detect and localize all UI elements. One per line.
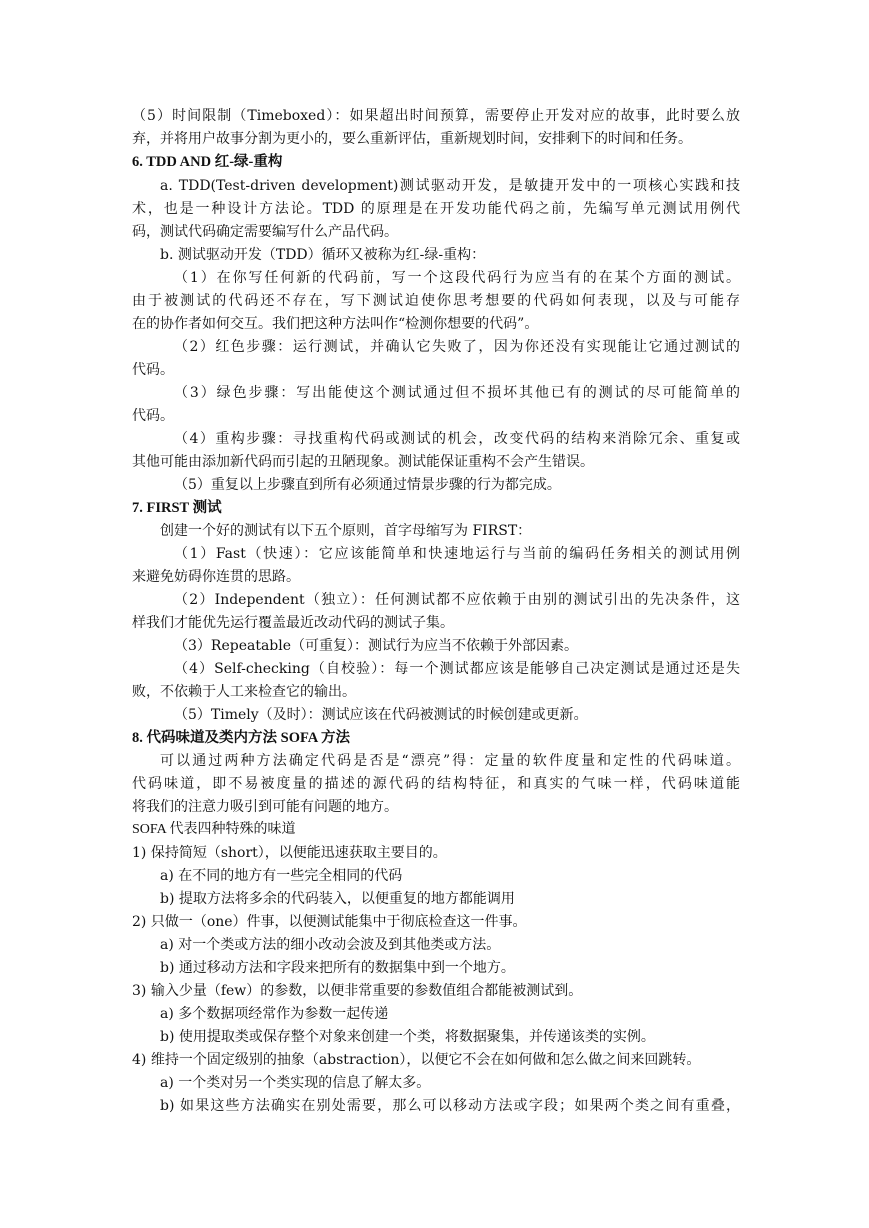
sofa-item-4b: b) 如果这些方法确实在别处需要，那么可以移动方法或字段；如果两个类之间有重叠， bbox=[160, 1098, 740, 1114]
para-independent-line2: 样我们才能优先运行覆盖最近改动代码的测试子集。 bbox=[132, 615, 454, 631]
para-fast-line1: （1）Fast（快速）：它应该能简单和快速地运行与当前的编码任务相关的测试用例 bbox=[174, 546, 740, 562]
para-selfcheck-line2: 败，不依赖于人工来检查它的输出。 bbox=[132, 684, 356, 700]
para-step4-line2: 其他可能由添加新代码而引起的丑陋现象。测试能保证重构不会产生错误。 bbox=[132, 454, 594, 470]
para-timeboxed-line1: （5）时间限制（Timeboxed）：如果超出时间预算，需要停止开发对应的故事，此时要么放 bbox=[132, 108, 740, 124]
para-step3-line1: （3）绿色步骤：写出能使这个测试通过但不损坏其他已有的测试的尽可能简单的 bbox=[174, 385, 740, 401]
para-repeatable: （3）Repeatable（可重复）：测试行为应当不依赖于外部因素。 bbox=[174, 638, 579, 654]
sofa-item-1b: b) 提取方法将多余的代码装入，以便重复的地方都能调用 bbox=[160, 891, 515, 907]
heading-tdd: 6. TDD AND 红-绿-重构 bbox=[132, 154, 283, 170]
para-step1-line1: （1）在你写任何新的代码前，写一个这段代码行为应当有的在某个方面的测试。 bbox=[174, 270, 740, 286]
para-smell-line3: 将我们的注意力吸引到可能有问题的地方。 bbox=[132, 799, 398, 815]
para-smell-line2: 代码味道，即不易被度量的描述的源代码的结构特征，和真实的气味一样，代码味道能 bbox=[132, 776, 740, 792]
para-timeboxed-line2: 弃，并将用户故事分割为更小的，要么重新评估，重新规划时间，安排剩下的时间和任务。 bbox=[132, 131, 692, 147]
sofa-item-3b: b) 使用提取类或保存整个对象来创建一个类，将数据聚集，并传递该类的实例。 bbox=[160, 1029, 655, 1045]
heading-first: 7. FIRST 测试 bbox=[132, 500, 222, 516]
para-step2-line2: 代码。 bbox=[132, 362, 174, 378]
para-tdd-b: b. 测试驱动开发（TDD）循环又被称为红-绿-重构： bbox=[160, 247, 486, 263]
para-smell-line1: 可以通过两种方法确定代码是否是“漂亮”得：定量的软件度量和定性的代码味道。 bbox=[160, 753, 740, 769]
sofa-item-4a: a) 一个类对另一个类实现的信息了解太多。 bbox=[160, 1075, 431, 1091]
para-step2-line1: （2）红色步骤：运行测试，并确认它失败了，因为你还没有实现能让它通过测试的 bbox=[174, 339, 740, 355]
sofa-intro: SOFA 代表四种特殊的味道 bbox=[132, 822, 296, 837]
para-step5: （5）重复以上步骤直到所有必须通过情景步骤的行为都完成。 bbox=[174, 477, 561, 493]
sofa-item-3: 3) 输入少量（few）的参数，以便非常重要的参数值组合都能被测试到。 bbox=[132, 983, 583, 999]
sofa-item-2: 2) 只做一（one）件事，以便测试能集中于彻底检查这一件事。 bbox=[132, 914, 527, 930]
sofa-item-3a: a) 多个数据项经常作为参数一起传递 bbox=[160, 1006, 389, 1022]
heading-sofa: 8. 代码味道及类内方法 SOFA 方法 bbox=[132, 730, 351, 746]
para-selfcheck-line1: （4）Self-checking（自校验）：每一个测试都应该是能够自己决定测试是通过还是失 bbox=[174, 661, 740, 677]
sofa-item-1: 1) 保持简短（short），以便能迅速获取主要目的。 bbox=[132, 845, 447, 861]
sofa-item-2a: a) 对一个类或方法的细小改动会波及到其他类或方法。 bbox=[160, 937, 501, 953]
para-fast-line2: 来避免妨碍你连贯的思路。 bbox=[132, 569, 300, 585]
para-timely: （5）Timely（及时）：测试应该在代码被测试的时候创建或更新。 bbox=[174, 707, 588, 723]
para-step1-line2: 由于被测试的代码还不存在，写下测试迫使你思考想要的代码如何表现，以及与可能存 bbox=[132, 293, 740, 309]
sofa-item-4: 4) 维持一个固定级别的抽象（abstraction），以便它不会在如何做和怎么做之间来回跳转。 bbox=[132, 1052, 701, 1068]
para-independent-line1: （2）Independent（独立）：任何测试都不应依赖于由别的测试引出的先决条件，这 bbox=[174, 592, 740, 608]
para-tdd-a-line1: a. TDD(Test-driven development)测试驱动开发，是敏捷开发中的一项核心实践和技 bbox=[160, 178, 740, 194]
para-step1-line3: 在的协作者如何交互。我们把这种方法叫作“检测你想要的代码”。 bbox=[132, 316, 539, 332]
sofa-item-1a: a) 在不同的地方有一些完全相同的代码 bbox=[160, 868, 403, 884]
para-first-intro: 创建一个好的测试有以下五个原则，首字母缩写为 FIRST： bbox=[160, 523, 532, 539]
para-tdd-a-line2: 术，也是一种设计方法论。TDD 的原理是在开发功能代码之前，先编写单元测试用例代 bbox=[132, 201, 740, 217]
para-tdd-a-line3: 码，测试代码确定需要编写什么产品代码。 bbox=[132, 224, 398, 240]
para-step3-line2: 代码。 bbox=[132, 408, 174, 424]
sofa-item-2b: b) 通过移动方法和字段来把所有的数据集中到一个地方。 bbox=[160, 960, 515, 976]
para-step4-line1: （4）重构步骤：寻找重构代码或测试的机会，改变代码的结构来消除冗余、重复或 bbox=[174, 431, 740, 447]
